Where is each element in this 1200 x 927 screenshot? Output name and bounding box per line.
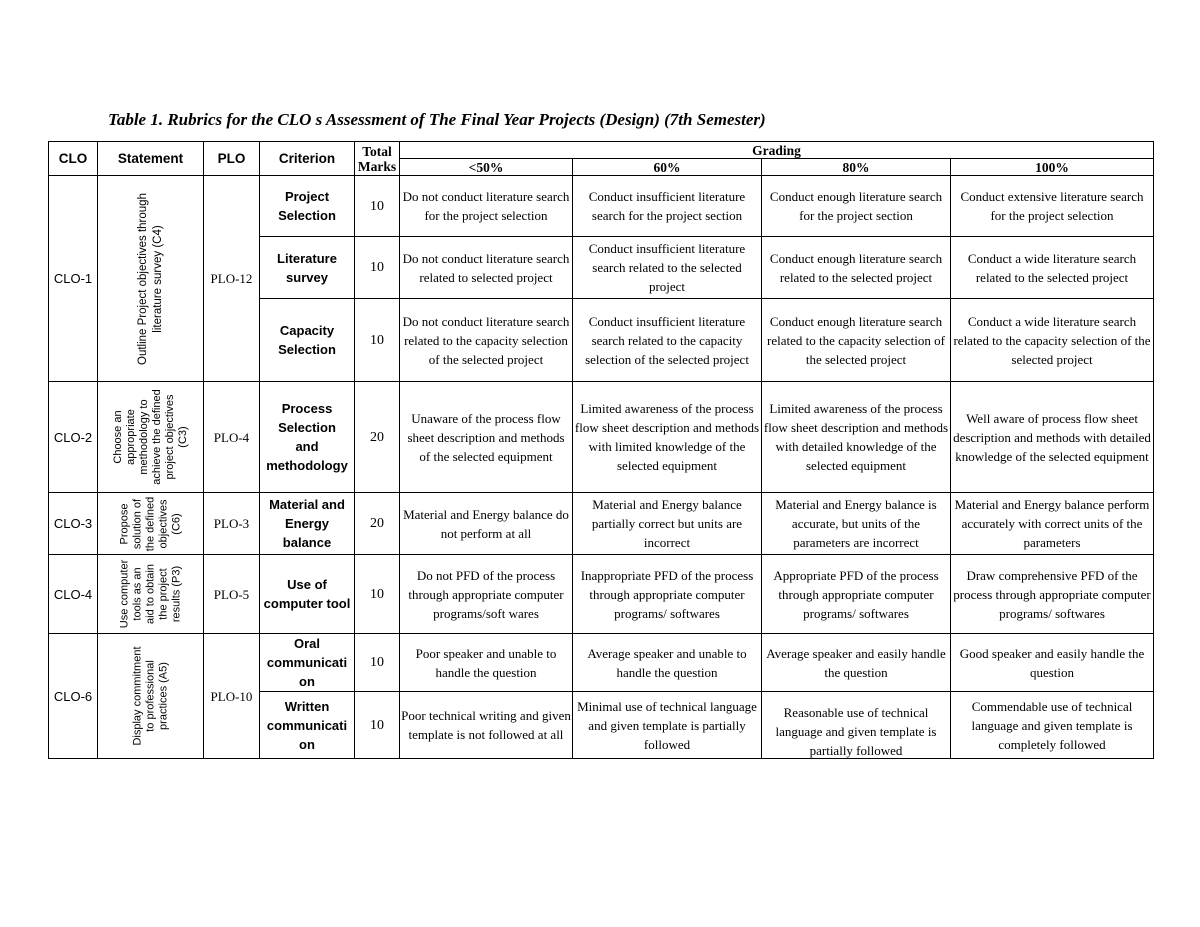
plo-cell: PLO-4 xyxy=(204,382,260,493)
statement-text: Use computer tools as an aid to obtain the project results (P3) xyxy=(118,559,182,629)
criterion-cell: Project Selection xyxy=(260,176,355,237)
rubric-table xyxy=(48,141,1154,759)
grade-cell: Well aware of process flow sheet description and methods with detailed knowledge of the selected equipment xyxy=(951,382,1154,493)
criterion-cell: Literature survey xyxy=(260,237,355,299)
header-clo: CLO xyxy=(49,142,98,176)
grade-cell: Conduct enough literature search related to the capacity selection of the selected project xyxy=(762,299,951,382)
grade-cell: Conduct insufficient literature search related to the capacity selection of the selected project xyxy=(573,299,762,382)
grade-cell: Limited awareness of the process flow sheet description and methods with limited knowledge of the selected equipment xyxy=(573,382,762,493)
grade-cell: Limited awareness of the process flow sheet description and methods with detailed knowledge of the selected equipment xyxy=(762,382,951,493)
grade-cell: Poor technical writing and given template is not followed at all xyxy=(400,692,573,759)
grade-cell: Average speaker and easily handle the question xyxy=(762,634,951,692)
grade-cell: Do not conduct literature search related to selected project xyxy=(400,237,573,299)
plo-cell: PLO-5 xyxy=(204,555,260,634)
table-row xyxy=(49,176,1154,237)
marks-cell: 20 xyxy=(355,382,400,493)
grade-cell: Conduct enough literature search for the project section xyxy=(762,176,951,237)
table-row xyxy=(49,555,1154,634)
marks-cell: 10 xyxy=(355,692,400,759)
statement-cell xyxy=(98,493,204,555)
marks-cell: 20 xyxy=(355,493,400,555)
grade-cell: Do not conduct literature search for the project selection xyxy=(400,176,573,237)
grade-cell: Inappropriate PFD of the process through appropriate computer programs/ softwares xyxy=(573,555,762,634)
statement-text: Display commitment to professional practices (A5) xyxy=(131,646,169,746)
header-grading: Grading xyxy=(400,142,1154,159)
criterion-cell: Process Selection and methodology xyxy=(260,382,355,493)
marks-cell: 10 xyxy=(355,176,400,237)
table-row xyxy=(49,382,1154,493)
clo-cell: CLO-6 xyxy=(49,634,98,759)
plo-cell: PLO-10 xyxy=(204,634,260,759)
clo-cell: CLO-4 xyxy=(49,555,98,634)
criterion-cell: Oral communicati on xyxy=(260,634,355,692)
marks-cell: 10 xyxy=(355,237,400,299)
grade-cell: Material and Energy balance perform accurately with correct units of the parameters xyxy=(951,493,1154,555)
table-row xyxy=(49,634,1154,692)
statement-cell xyxy=(98,634,204,759)
criterion-cell: Use of computer tool xyxy=(260,555,355,634)
table-title: Table 1. Rubrics for the CLO s Assessment of The Final Year Projects (Design) (7th Semester) xyxy=(108,110,766,129)
grade-cell: Poor speaker and unable to handle the question xyxy=(400,634,573,692)
marks-cell: 10 xyxy=(355,634,400,692)
grade-cell: Material and Energy balance partially correct but units are incorrect xyxy=(573,493,762,555)
statement-cell xyxy=(98,176,204,382)
grade-cell: Do not PFD of the process through appropriate computer programs/soft wares xyxy=(400,555,573,634)
marks-cell: 10 xyxy=(355,555,400,634)
header-statement: Statement xyxy=(98,142,204,176)
grade-cell: Appropriate PFD of the process through appropriate computer programs/ softwares xyxy=(762,555,951,634)
criterion-cell: Capacity Selection xyxy=(260,299,355,382)
grade-cell: Minimal use of technical language and given template is partially followed xyxy=(573,692,762,759)
clo-cell: CLO-1 xyxy=(49,176,98,382)
statement-text: Propose solution of the defined objectives (C6) xyxy=(118,496,182,551)
grade-cell xyxy=(762,692,951,759)
grade-cell: Conduct enough literature search related to the selected project xyxy=(762,237,951,299)
clo-cell: CLO-3 xyxy=(49,493,98,555)
grade-cell: Conduct extensive literature search for the project selection xyxy=(951,176,1154,237)
grade-cell: Conduct insufficient literature search related to the selected project xyxy=(573,237,762,299)
statement-text: Outline Project objectives through literature survey (C4) xyxy=(136,192,164,365)
criterion-cell: Written communicati on xyxy=(260,692,355,759)
grade-cell: Conduct a wide literature search related to the selected project xyxy=(951,237,1154,299)
header-grade-60: 60% xyxy=(573,159,762,176)
criterion-cell: Material and Energy balance xyxy=(260,493,355,555)
clo-cell: CLO-2 xyxy=(49,382,98,493)
header-grade-below-50: <50% xyxy=(400,159,573,176)
plo-cell: PLO-12 xyxy=(204,176,260,382)
statement-cell xyxy=(98,382,204,493)
grade-cell: Draw comprehensive PFD of the process through appropriate computer programs/ softwares xyxy=(951,555,1154,634)
plo-cell: PLO-3 xyxy=(204,493,260,555)
statement-text: Choose an appropriate methodology to achieve the defined project objectives (C3) xyxy=(111,389,189,485)
table-row xyxy=(49,493,1154,555)
grade-cell: Average speaker and unable to handle the question xyxy=(573,634,762,692)
grade-cell: Do not conduct literature search related to the capacity selection of the selected project xyxy=(400,299,573,382)
header-total-marks xyxy=(355,142,400,176)
header-criterion: Criterion xyxy=(260,142,355,176)
header-plo: PLO xyxy=(204,142,260,176)
header-total-line: Total xyxy=(362,143,392,159)
grade-cell: Material and Energy balance is accurate, but units of the parameters are incorrect xyxy=(762,493,951,555)
grade-cell: Material and Energy balance do not perform at all xyxy=(400,493,573,555)
grade-cell: Conduct insufficient literature search for the project section xyxy=(573,176,762,237)
grade-cell: Good speaker and easily handle the question xyxy=(951,634,1154,692)
header-grade-80: 80% xyxy=(762,159,951,176)
grade-text-clipped: Reasonable use of technical language and given template is partially followed xyxy=(775,705,937,758)
grade-cell: Unaware of the process flow sheet description and methods of the selected equipment xyxy=(400,382,573,493)
marks-cell: 10 xyxy=(355,299,400,382)
grade-cell: Conduct a wide literature search related to the capacity selection of the selected project xyxy=(951,299,1154,382)
header-grade-100: 100% xyxy=(951,159,1154,176)
grade-cell: Commendable use of technical language and given template is completely followed xyxy=(951,692,1154,759)
header-marks-line: Marks xyxy=(357,158,397,174)
statement-cell xyxy=(98,555,204,634)
